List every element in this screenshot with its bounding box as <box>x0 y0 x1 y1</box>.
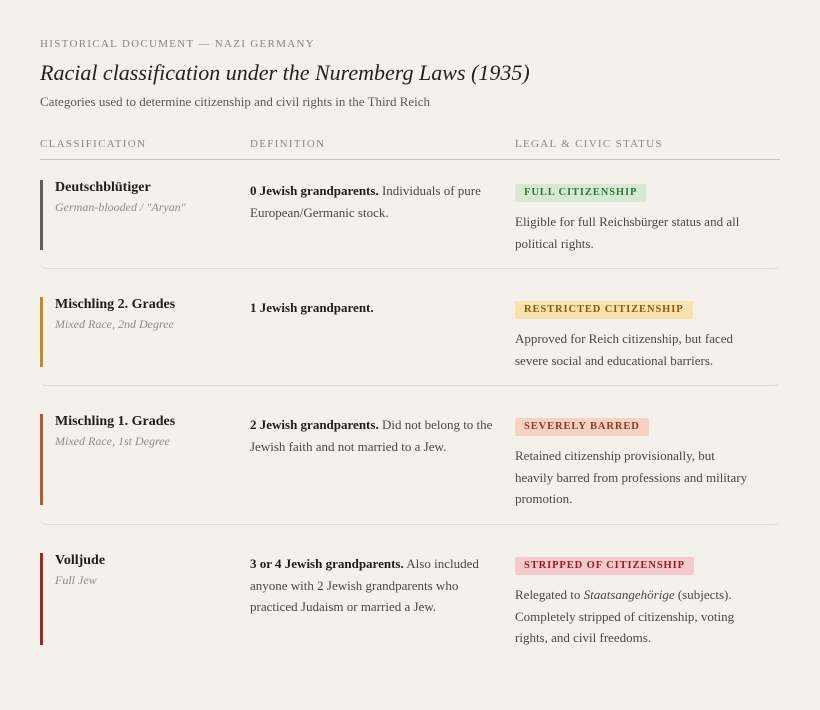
column-header-status: LEGAL & CIVIC STATUS <box>515 138 663 151</box>
status-text-rest: (subjects). Completely stripped of citizenship, voting rights, and civil freedoms. <box>515 587 735 646</box>
status-text-main: Retained citizenship provisionally, but heavily barred from professions and military promotion. <box>515 448 748 507</box>
status-text <box>515 445 755 510</box>
table-header <box>40 138 780 160</box>
classification-translation: Mixed Race, 1st Degree <box>55 434 170 449</box>
status-text <box>515 211 755 254</box>
table-row <box>40 386 780 525</box>
row-accent-bar <box>40 553 43 645</box>
definition-text <box>250 414 500 457</box>
status-badge: STRIPPED OF CITIZENSHIP <box>515 557 694 575</box>
definition-text <box>250 297 500 319</box>
status-text-main: Approved for Reich citizenship, but faced severe social and educational barriers. <box>515 331 734 368</box>
definition-bold: 3 or 4 Jewish grandparents. <box>250 556 404 572</box>
definition-rest: Also included anyone with 2 Jewish grandparents who practiced Judaism or married a Jew. <box>250 556 479 615</box>
status-text <box>515 584 755 649</box>
table-row <box>40 525 780 665</box>
status-text <box>515 328 755 371</box>
definition-bold: 1 Jewish grandparent. <box>250 300 374 316</box>
page-subtitle: Categories used to determine citizenship and civil rights in the Third Reich <box>40 94 431 110</box>
classification-name: Volljude <box>55 553 106 569</box>
status-text-main: Eligible for full Reichsbürger status and all political rights. <box>515 214 740 251</box>
classification-translation: German-blooded / "Aryan" <box>55 200 186 215</box>
classification-translation: Mixed Race, 2nd Degree <box>55 317 174 332</box>
row-accent-bar <box>40 180 43 250</box>
definition-text <box>250 553 500 618</box>
status-text-main: Relegated to <box>515 587 584 603</box>
column-header-classification: CLASSIFICATION <box>40 138 147 151</box>
classification-translation: Full Jew <box>55 573 97 588</box>
status-badge: FULL CITIZENSHIP <box>515 184 646 202</box>
row-accent-bar <box>40 297 43 367</box>
status-badge: SEVERELY BARRED <box>515 418 649 436</box>
column-header-definition: DEFINITION <box>250 138 326 151</box>
table-row <box>40 160 780 269</box>
table-row <box>40 269 780 386</box>
definition-rest: Did not belong to the Jewish faith and not married to a Jew. <box>250 417 493 454</box>
definition-bold: 2 Jewish grandparents. <box>250 417 379 433</box>
definition-text <box>250 180 500 223</box>
definition-rest: Individuals of pure European/Germanic stock. <box>250 183 481 220</box>
status-text-emphasis: Staatsangehörige <box>583 587 675 603</box>
eyebrow: HISTORICAL DOCUMENT — NAZI GERMANY <box>40 38 315 50</box>
classification-name: Mischling 2. Grades <box>55 297 176 313</box>
definition-bold: 0 Jewish grandparents. <box>250 183 379 199</box>
page-title: Racial classification under the Nuremberg Laws (1935) <box>40 60 530 85</box>
classification-name: Mischling 1. Grades <box>55 414 176 430</box>
row-accent-bar <box>40 414 43 505</box>
status-badge: RESTRICTED CITIZENSHIP <box>515 301 693 319</box>
classification-name: Deutschblütiger <box>55 180 151 196</box>
